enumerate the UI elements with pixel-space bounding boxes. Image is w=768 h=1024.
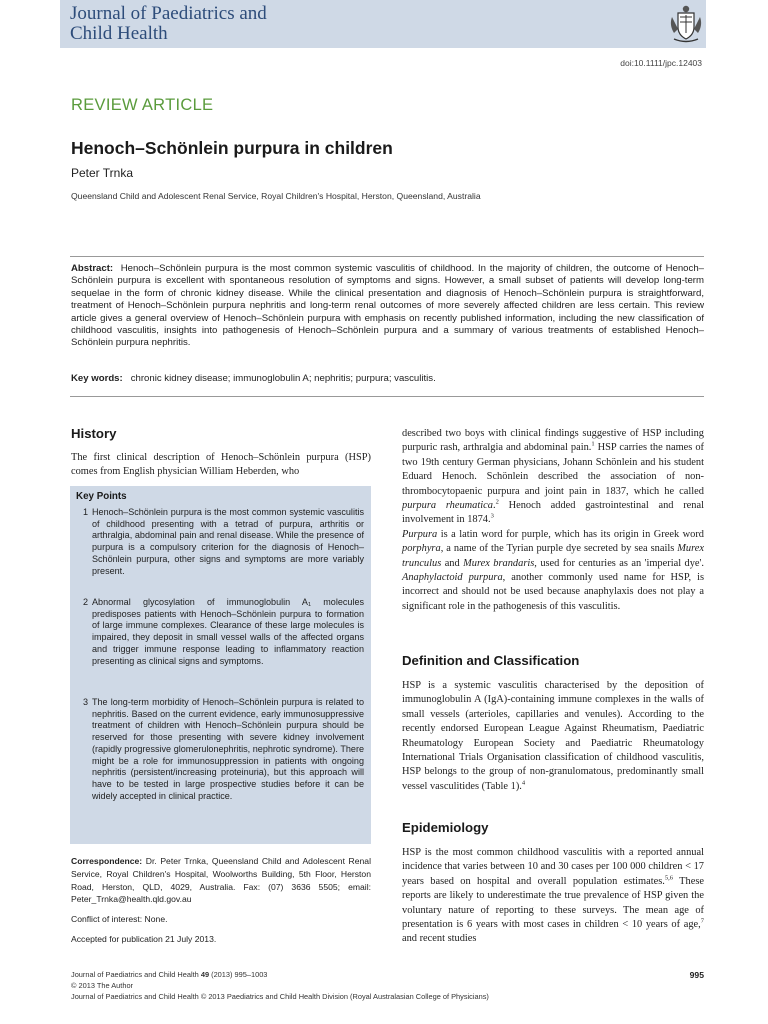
text-run: , another commonly used name for HSP, is incorrect and should not be used because anaphylaxis does not play a significant role in the pathogenesis of this vasculitis. (402, 572, 704, 612)
citation-sup[interactable]: 3 (490, 512, 494, 520)
text-run: , a name of the Tyrian purple dye secreted by sea snails (440, 543, 678, 555)
keywords-label: Key words: (71, 373, 123, 384)
journal-title-line2: Child Health (70, 23, 168, 44)
text-run: HSP is the most common childhood vasculitis with a reported annual incidence that varies between 10 and 30 cases per 100 000 children < 17 years based on hospital and overall population estimates. (402, 847, 704, 887)
history-heading: History (71, 426, 117, 441)
doi[interactable]: doi:10.1111/jpc.12403 (620, 58, 702, 68)
text-run: , used for centuries as an 'imperial dye'. (534, 557, 704, 569)
coat-of-arms-icon (666, 3, 706, 45)
correspondence (71, 855, 371, 906)
epidemiology-text (402, 846, 704, 947)
journal-title-line1: Journal of Paediatrics and (70, 3, 267, 24)
conflict-of-interest: Conflict of interest: None. (71, 914, 168, 924)
citation-sup[interactable]: 4 (521, 779, 526, 787)
italic-run: Murex trunculus (402, 543, 704, 569)
key-point-number: 3 (82, 697, 88, 707)
text-run: described two boys with clinical findings suggestive of HSP including purpuric rash, arthralgia and abdominal pain. (402, 428, 704, 454)
text-run: HSP carries the names of two 19th century German physicians, Johann Schönlein and his student Eduard Henoch. Schönlein described the association of non-thrombocytopaenic purpura and joint pain in 1837, which he called (402, 442, 704, 497)
footer-publisher: Journal of Paediatrics and Child Health © 2013 Paediatrics and Child Health Division (Royal Australasian College of Physicians) (71, 992, 489, 1001)
footer-citation (71, 970, 267, 979)
key-point-number: 1 (82, 507, 88, 517)
text-run: (2013) 995–1003 (209, 970, 268, 979)
abstract-top-rule (70, 256, 704, 257)
key-point-text: Henoch–Schönlein purpura is the most common systemic vasculitis of childhood presenting with a tetrad of purpura, arthritis or arthralgia, abdominal pain and renal disease. While the presence of purpura is a compulsory criterion for the diagnosis of Henoch–Schönlein purpura, other signs and symptoms are more variably present. (92, 507, 364, 576)
definition-heading: Definition and Classification (402, 653, 580, 668)
keywords (71, 373, 436, 384)
key-point-number: 2 (82, 597, 88, 607)
history-text: The first clinical description of Henoch–Schönlein purpura (HSP) comes from English physician William Heberden, who (71, 452, 371, 478)
key-point-item (76, 597, 364, 667)
text-run: Henoch added gastrointestinal and renal involvement in 1874. (402, 500, 704, 526)
accepted-date: Accepted for publication 21 July 2013. (71, 934, 217, 944)
keywords-text: chronic kidney disease; immunoglobulin A; nephritis; purpura; vasculitis. (130, 373, 436, 384)
article-type: REVIEW ARTICLE (71, 96, 214, 114)
author-name: Peter Trnka (71, 166, 134, 180)
citation-sup[interactable]: 7 (700, 917, 704, 925)
correspondence-label: Correspondence: (71, 856, 143, 866)
text-run: HSP is a systemic vasculitis characterised by the deposition of immunoglobulin A (IgA)-containing immune complexes in the walls of small vessels (arterioles, capillaries and venules). According to the recently endorsed European League Against Rheumatism, Paediatric Rheumatology European Society and Paediatric Rheumatology International Trials Organisation classification of childhood vasculitis, HSP belongs to the group of non-granulomatous, predominantly small vessel vasculitides (Table 1). (402, 680, 704, 792)
volume-number: 49 (200, 970, 210, 979)
key-point-text: The long-term morbidity of Henoch–Schönlein purpura is related to nephritis. Based on the current evidence, early immunosuppressive treatment of children with Henoch–Schönlein purpura should be reserved for those presenting with severe kidney involvement (rapidly progressive glomerulonephritis, nephrotic syndrome). There might be a role for immunosuppression in patients with ongoing nephritis (persistent/increasing proteinuria), but this approach will have to be tested in large prospective studies before it can be widely accepted in clinical practice. (92, 697, 364, 801)
key-points-title: Key Points (76, 491, 127, 502)
text-run: . (492, 500, 496, 512)
key-point-text: Abnormal glycosylation of immunoglobulin A₁ molecules predisposes patients with Henoch–Schönlein purpura to formation of large immune complexes. Clearance of these large molecules is impaired, they deposit in small vessel walls of the affected organs and trigger immune response leading to inflammatory reaction presenting as clinical signs and symptoms. (92, 597, 364, 666)
key-point-item (76, 507, 364, 577)
italic-run: porphyra (402, 543, 441, 555)
italic-run: purpura rheumatica (402, 500, 493, 512)
italic-run: Murex brandaris (463, 557, 535, 569)
citation-sup[interactable]: 2 (495, 498, 499, 506)
history-continued (402, 427, 704, 614)
epidemiology-heading: Epidemiology (402, 820, 489, 835)
definition-text (402, 679, 704, 794)
abstract-label: Abstract: (71, 263, 114, 274)
abstract-bottom-rule (70, 396, 704, 397)
abstract (71, 263, 704, 350)
correspondence-text: Dr. Peter Trnka, Queensland Child and Adolescent Renal Service, Royal Children's Hospital, Woolworths Building, 5th Floor, Herston Road, Herston, QLD, 4029, Australia. Fax: (07) 3636 5505; email: Peter_Trnka@health.qld.gov.au (71, 856, 371, 905)
italic-run: Purpura (402, 528, 438, 540)
text-run: and recent studies (402, 933, 477, 945)
page-number: 995 (689, 970, 704, 980)
footer-copyright: © 2013 The Author (71, 981, 134, 990)
text-run: is a latin word for purple, which has its origin in Greek word (437, 528, 704, 540)
citation-sup[interactable]: 5,6 (664, 874, 674, 882)
author-affiliation: Queensland Child and Adolescent Renal Service, Royal Children's Hospital, Herston, Queensland, Australia (71, 191, 481, 201)
citation-sup[interactable]: 1 (591, 440, 595, 448)
key-point-item (76, 697, 364, 802)
italic-run: Anaphylactoid purpura (402, 572, 503, 584)
text-run: These reports are likely to underestimate the true prevalence of HSP given the voluntary nature of reporting to these surveys. The mean age of presentation is 6 years with most cases in children < 10 years of age, (402, 875, 704, 931)
text-run: Journal of Paediatrics and Child Health (71, 970, 201, 979)
text-run: and (441, 557, 464, 569)
article-title: Henoch–Schönlein purpura in children (71, 138, 393, 158)
abstract-text: Henoch–Schönlein purpura is the most common systemic vasculitis of childhood. In the majority of children, the outcome of Henoch–Schönlein purpura is excellent with spontaneous resolution of symptoms and signs. However, a small subset of patients will develop long-term sequelae in the form of chronic kidney disease. While the clinical presentation and diagnosis of Henoch–Schönlein purpura is straightforward, treatment of Henoch–Schönlein purpura nephritis and long-term renal outcomes of more severely affected children are less certain. This review article gives a general overview of Henoch–Schönlein purpura with emphasis on recently published information, including the new classification of childhood vasculitis, insights into pathogenesis of Henoch–Schönlein purpura and a summary of various treatments of established Henoch–Schönlein purpura nephritis. (71, 263, 704, 349)
